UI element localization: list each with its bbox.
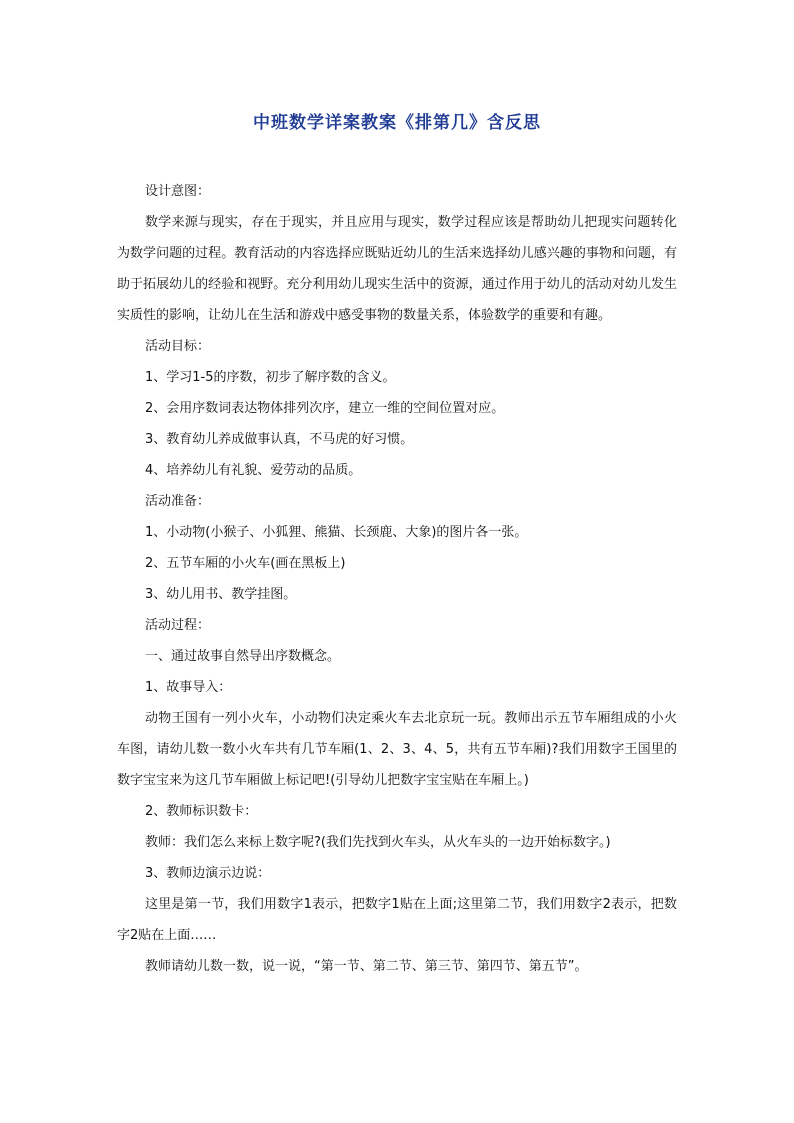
- paragraph-demo: 这里是第一节，我们用数字1表示，把数字1贴在上面;这里第二节，我们用数字2表示，把数字2贴在上面……: [117, 897, 677, 943]
- heading-activity-process: 活动过程：: [145, 618, 211, 633]
- document-title: 中班数学详案教案《排第几》含反思: [253, 113, 541, 133]
- process-step-1: 一、通过故事自然导出序数概念。: [145, 649, 341, 664]
- prep-item-1: 1、小动物(小猴子、小狐狸、熊猫、长颈鹿、大象)的图片各一张。: [145, 525, 528, 540]
- heading-activity-prep: 活动准备：: [145, 494, 211, 509]
- prep-item-3: 3、幼儿用书、教学挂图。: [145, 587, 297, 602]
- process-substep-demo: 3、教师边演示边说：: [145, 866, 271, 881]
- document-body: [117, 176, 677, 982]
- paragraph-teacher-question: 教师：我们怎么来标上数字呢?(我们先找到火车头，从火车头的一边开始标数字。): [145, 835, 611, 850]
- goal-item-3: 3、教育幼儿养成做事认真，不马虎的好习惯。: [145, 432, 414, 447]
- paragraph-design-intent: 数学来源与现实，存在于现实，并且应用与现实，数学过程应该是帮助幼儿把现实问题转化为数学问题的过程。教育活动的内容选择应既贴近幼儿的生活来选择幼儿感兴趣的事物和问题，有助于拓展幼儿的经验和视野。充分利用幼儿现实生活中的资源，通过作用于幼儿的活动对幼儿发生实质性的影响，让幼儿在生活和游戏中感受事物的数量关系，体验数学的重要和有趣。: [117, 215, 677, 323]
- prep-item-2: 2、五节车厢的小火车(画在黑板上): [145, 556, 346, 571]
- heading-activity-goals: 活动目标：: [145, 339, 211, 354]
- paragraph-count: 教师请幼儿数一数，说一说，“第一节、第二节、第三节、第四节、第五节”。: [145, 959, 588, 974]
- goal-item-2: 2、会用序数词表达物体排列次序，建立一维的空间位置对应。: [145, 401, 505, 416]
- goal-item-1: 1、学习1-5的序数，初步了解序数的含义。: [145, 370, 396, 385]
- paragraph-story: 动物王国有一列小火车，小动物们决定乘火车去北京玩一玩。教师出示五节车厢组成的小火车图，请幼儿数一数小火车共有几节车厢(1、2、3、4、5，共有五节车厢)?我们用数字王国里的数字宝宝来为这几节车厢做上标记吧!(引导幼儿把数字宝宝贴在车厢上。): [117, 711, 677, 788]
- heading-design-intent: 设计意图：: [145, 184, 211, 199]
- process-substep-cards: 2、教师标识数卡：: [145, 804, 258, 819]
- process-substep-story: 1、故事导入：: [145, 680, 232, 695]
- goal-item-4: 4、培养幼儿有礼貌、爱劳动的品质。: [145, 463, 362, 478]
